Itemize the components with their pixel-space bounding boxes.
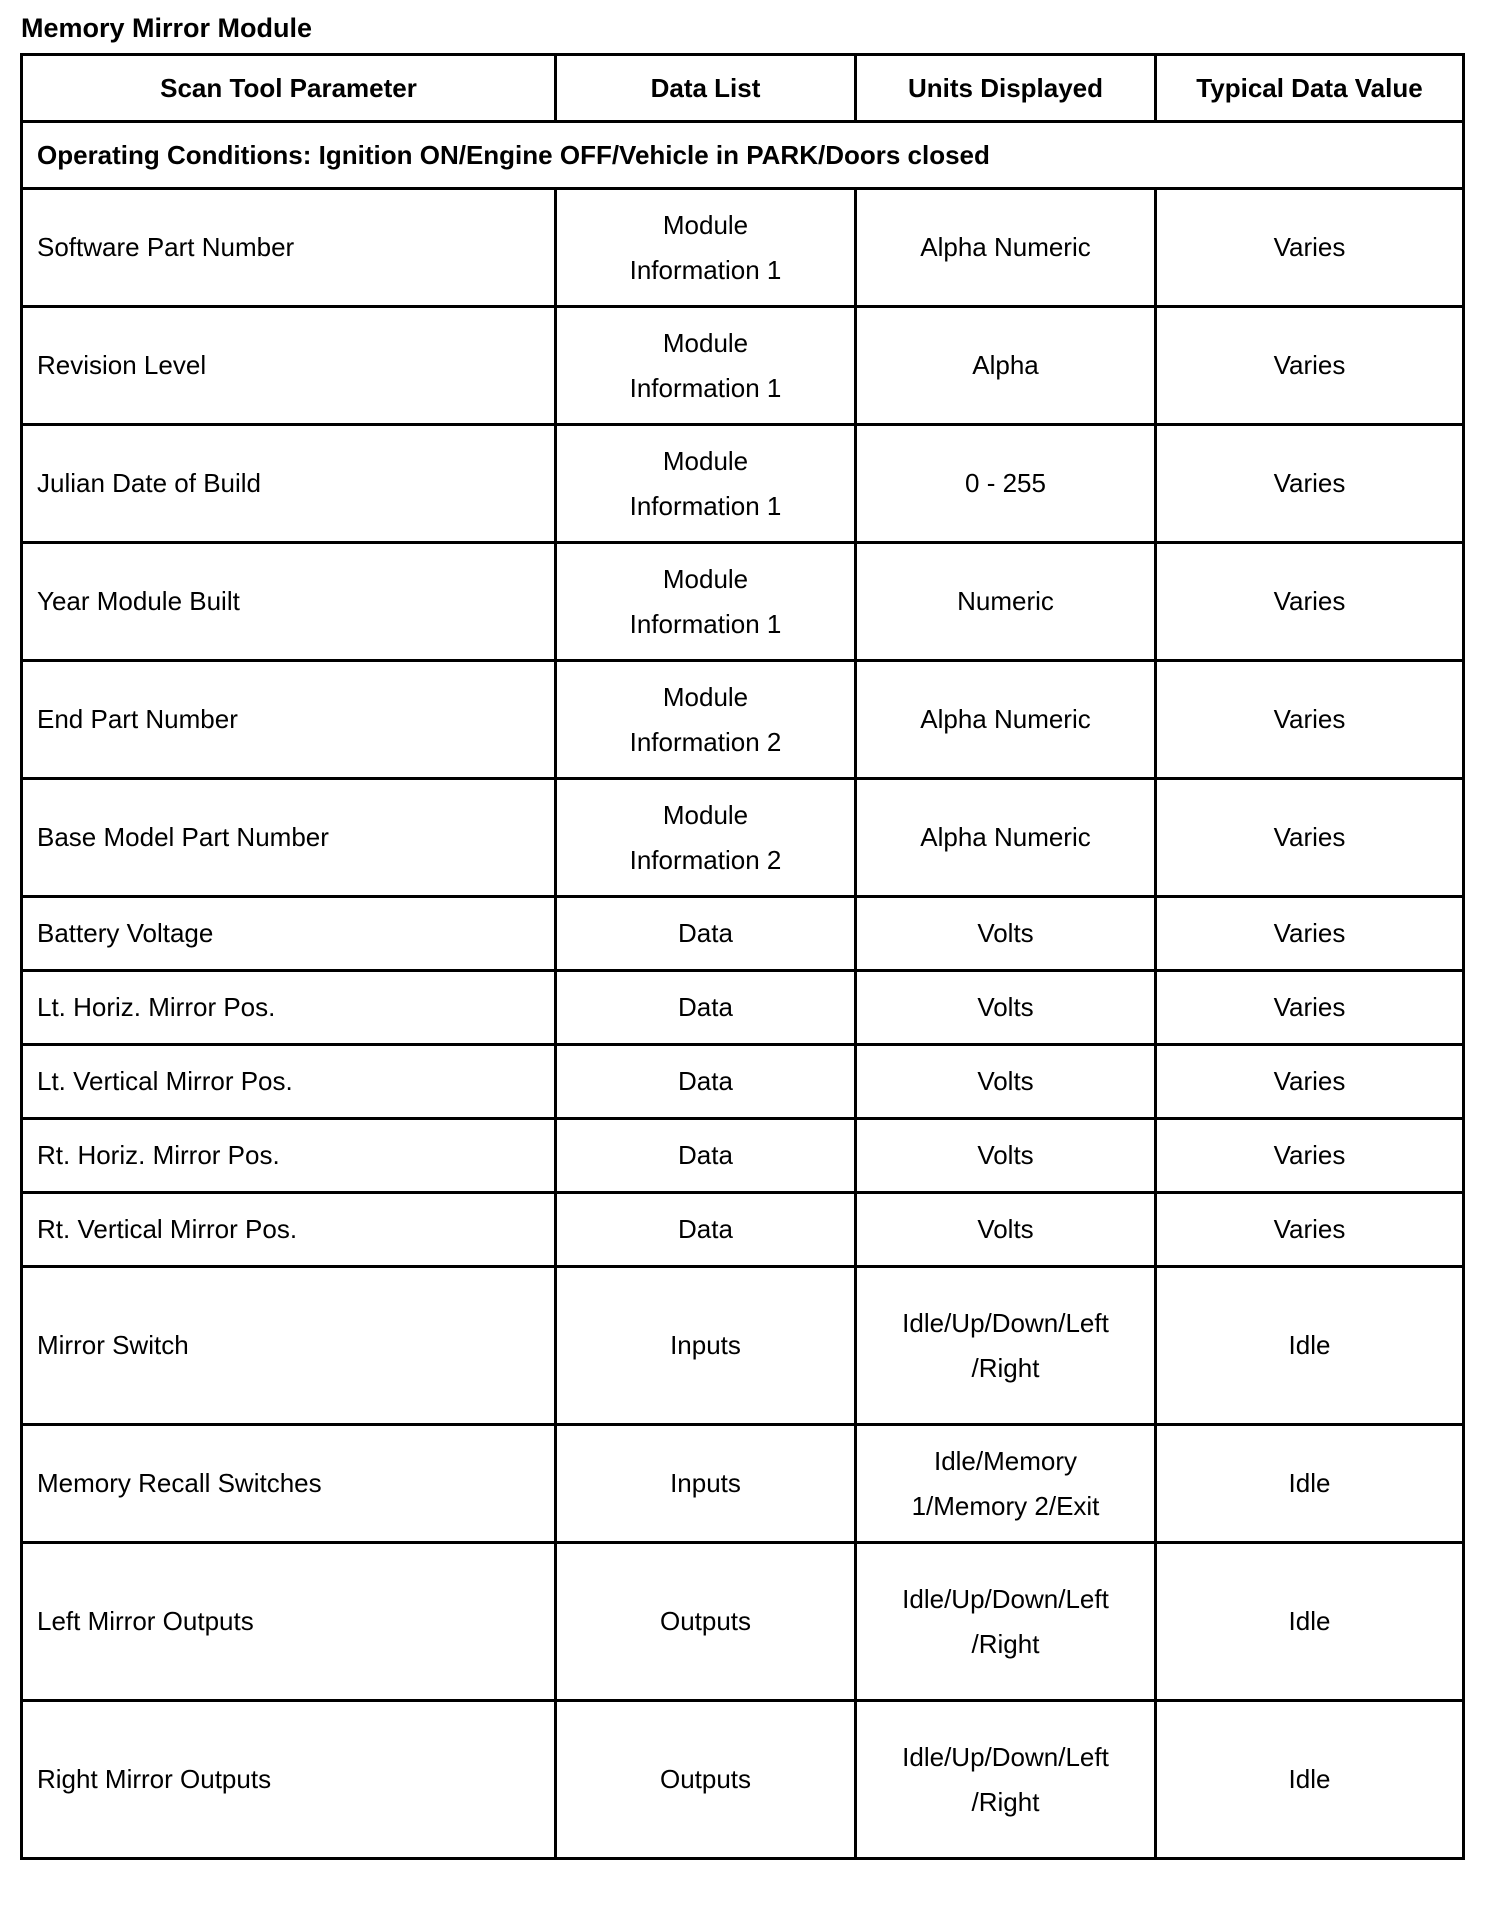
cell-data-list [556, 1267, 856, 1425]
cell-units-displayed [856, 1267, 1156, 1425]
cell-data-list [556, 1045, 856, 1119]
cell-data-list [556, 661, 856, 779]
cell-units-displayed [856, 897, 1156, 971]
cell-scan-tool-parameter [22, 543, 556, 661]
cell-data-list [556, 189, 856, 307]
cell-typical-data-value-text: Varies [1273, 468, 1346, 498]
cell-units-displayed-text: Volts [977, 918, 1034, 948]
cell-scan-tool-parameter-text: Lt. Vertical Mirror Pos. [37, 1066, 293, 1096]
cell-typical-data-value-text: Varies [1273, 704, 1346, 734]
cell-typical-data-value [1156, 661, 1464, 779]
cell-units-displayed-text: Alpha Numeric [920, 704, 1091, 734]
cell-typical-data-value [1156, 1425, 1464, 1543]
cell-scan-tool-parameter [22, 1193, 556, 1267]
cell-scan-tool-parameter-text: Memory Recall Switches [37, 1468, 322, 1498]
cell-typical-data-value-text: Idle [1288, 1468, 1331, 1498]
cell-scan-tool-parameter [22, 189, 556, 307]
table-row [22, 1543, 1464, 1701]
cell-typical-data-value [1156, 971, 1464, 1045]
cell-data-list-text: Data [678, 1214, 733, 1244]
cell-scan-tool-parameter-text: Mirror Switch [37, 1330, 189, 1360]
cell-data-list [556, 543, 856, 661]
cell-units-displayed-text: 0 - 255 [965, 468, 1046, 498]
cell-units-displayed [856, 1045, 1156, 1119]
page-title: Memory Mirror Module [21, 13, 313, 43]
cell-scan-tool-parameter [22, 661, 556, 779]
cell-scan-tool-parameter [22, 897, 556, 971]
cell-units-displayed [856, 1701, 1156, 1859]
cell-data-list-text: Outputs [659, 1764, 752, 1794]
cell-scan-tool-parameter-text: Left Mirror Outputs [37, 1606, 254, 1636]
cell-typical-data-value-text: Varies [1273, 1066, 1346, 1096]
cell-units-displayed-text: Alpha Numeric [920, 822, 1091, 852]
cell-typical-data-value-text: Idle [1288, 1764, 1331, 1794]
cell-typical-data-value [1156, 1701, 1464, 1859]
cell-units-displayed [856, 1425, 1156, 1543]
cell-typical-data-value [1156, 543, 1464, 661]
cell-units-displayed-text: Idle/Up/Down/Left /Right [902, 1583, 1109, 1659]
cell-typical-data-value-text: Varies [1273, 586, 1346, 616]
cell-typical-data-value [1156, 1119, 1464, 1193]
table-row [22, 307, 1464, 425]
table-row [22, 1045, 1464, 1119]
cell-units-displayed-text: Idle/Up/Down/Left /Right [902, 1741, 1109, 1817]
cell-data-list-text: Module Information 1 [629, 209, 782, 285]
cell-scan-tool-parameter [22, 1267, 556, 1425]
cell-units-displayed-text: Numeric [957, 586, 1054, 616]
cell-data-list-text: Data [678, 1066, 733, 1096]
cell-scan-tool-parameter [22, 425, 556, 543]
cell-units-displayed-text: Alpha [972, 350, 1039, 380]
cell-typical-data-value-text: Varies [1273, 918, 1346, 948]
cell-typical-data-value-text: Varies [1273, 1214, 1346, 1244]
cell-typical-data-value-text: Varies [1273, 1140, 1346, 1170]
cell-data-list [556, 1425, 856, 1543]
cell-scan-tool-parameter-text: Rt. Vertical Mirror Pos. [37, 1214, 298, 1244]
cell-scan-tool-parameter-text: Revision Level [37, 350, 207, 380]
cell-typical-data-value-text: Varies [1273, 992, 1346, 1022]
table-row [22, 661, 1464, 779]
cell-data-list [556, 307, 856, 425]
cell-units-displayed-text: Volts [977, 1140, 1034, 1170]
cell-scan-tool-parameter-text: Julian Date of Build [37, 468, 262, 498]
cell-units-displayed [856, 1119, 1156, 1193]
column-header-data-list: Data List [556, 55, 856, 122]
cell-units-displayed [856, 1193, 1156, 1267]
cell-scan-tool-parameter [22, 1045, 556, 1119]
cell-typical-data-value [1156, 1193, 1464, 1267]
table-row [22, 779, 1464, 897]
cell-scan-tool-parameter [22, 1701, 556, 1859]
cell-typical-data-value [1156, 1267, 1464, 1425]
table-body [22, 122, 1464, 1859]
cell-data-list-text: Data [678, 1140, 733, 1170]
table-row [22, 1193, 1464, 1267]
cell-scan-tool-parameter-text: Software Part Number [37, 232, 295, 262]
cell-data-list-text: Data [678, 918, 733, 948]
cell-units-displayed-text: Idle/Memory 1/Memory 2/Exit [911, 1445, 1100, 1521]
cell-units-displayed [856, 1543, 1156, 1701]
cell-data-list-text: Module Information 2 [629, 799, 782, 875]
column-header-units-displayed: Units Displayed [856, 55, 1156, 122]
cell-data-list-text: Module Information 1 [629, 327, 782, 403]
table-row [22, 189, 1464, 307]
cell-data-list-text: Inputs [670, 1468, 741, 1498]
table-row [22, 1119, 1464, 1193]
cell-typical-data-value [1156, 779, 1464, 897]
cell-data-list [556, 1543, 856, 1701]
cell-typical-data-value [1156, 1045, 1464, 1119]
cell-units-displayed-text: Volts [977, 992, 1034, 1022]
cell-scan-tool-parameter-text: End Part Number [37, 704, 238, 734]
cell-data-list [556, 779, 856, 897]
cell-data-list [556, 1193, 856, 1267]
cell-scan-tool-parameter [22, 1425, 556, 1543]
cell-units-displayed [856, 425, 1156, 543]
cell-scan-tool-parameter [22, 971, 556, 1045]
cell-typical-data-value-text: Idle [1288, 1606, 1331, 1636]
cell-units-displayed [856, 661, 1156, 779]
cell-units-displayed [856, 543, 1156, 661]
cell-data-list [556, 1119, 856, 1193]
cell-typical-data-value [1156, 897, 1464, 971]
cell-scan-tool-parameter [22, 1119, 556, 1193]
cell-typical-data-value [1156, 1543, 1464, 1701]
cell-typical-data-value [1156, 189, 1464, 307]
cell-scan-tool-parameter [22, 1543, 556, 1701]
operating-conditions: Operating Conditions: Ignition ON/Engine OFF/Vehicle in PARK/Doors closed [22, 122, 1464, 189]
cell-data-list-text: Module Information 2 [629, 681, 782, 757]
cell-units-displayed-text: Idle/Up/Down/Left /Right [902, 1307, 1109, 1383]
cell-typical-data-value-text: Varies [1273, 232, 1346, 262]
cell-data-list-text: Module Information 1 [629, 445, 782, 521]
table-row [22, 425, 1464, 543]
table-row [22, 1425, 1464, 1543]
cell-scan-tool-parameter-text: Year Module Built [37, 586, 240, 616]
cell-data-list [556, 897, 856, 971]
cell-data-list [556, 971, 856, 1045]
cell-typical-data-value-text: Varies [1273, 350, 1346, 380]
table-row [22, 971, 1464, 1045]
cell-scan-tool-parameter-text: Lt. Horiz. Mirror Pos. [37, 992, 276, 1022]
cell-scan-tool-parameter-text: Base Model Part Number [37, 822, 329, 852]
table-row [22, 543, 1464, 661]
cell-units-displayed [856, 307, 1156, 425]
cell-units-displayed [856, 189, 1156, 307]
cell-data-list-text: Outputs [659, 1606, 752, 1636]
cell-units-displayed-text: Alpha Numeric [920, 232, 1091, 262]
cell-data-list-text: Module Information 1 [629, 563, 782, 639]
cell-scan-tool-parameter-text: Right Mirror Outputs [37, 1764, 272, 1794]
cell-units-displayed-text: Volts [977, 1214, 1034, 1244]
cell-typical-data-value [1156, 425, 1464, 543]
cell-units-displayed [856, 779, 1156, 897]
data-table [20, 53, 1465, 1860]
table-row [22, 1267, 1464, 1425]
table-row [22, 1701, 1464, 1859]
cell-data-list-text: Data [678, 992, 733, 1022]
cell-data-list-text: Inputs [670, 1330, 741, 1360]
cell-units-displayed-text: Volts [977, 1066, 1034, 1096]
cell-typical-data-value [1156, 307, 1464, 425]
cell-units-displayed [856, 971, 1156, 1045]
cell-scan-tool-parameter-text: Rt. Horiz. Mirror Pos. [37, 1140, 280, 1170]
cell-scan-tool-parameter [22, 779, 556, 897]
cell-scan-tool-parameter [22, 307, 556, 425]
cell-scan-tool-parameter-text: Battery Voltage [37, 918, 214, 948]
column-header-scan-tool-parameter: Scan Tool Parameter [22, 55, 556, 122]
operating-conditions-row [22, 122, 1464, 189]
table-row [22, 897, 1464, 971]
cell-data-list [556, 1701, 856, 1859]
column-header-typical-data-value: Typical Data Value [1156, 55, 1464, 122]
cell-typical-data-value-text: Idle [1288, 1330, 1331, 1360]
header-row [22, 55, 1464, 122]
cell-data-list [556, 425, 856, 543]
cell-typical-data-value-text: Varies [1273, 822, 1346, 852]
